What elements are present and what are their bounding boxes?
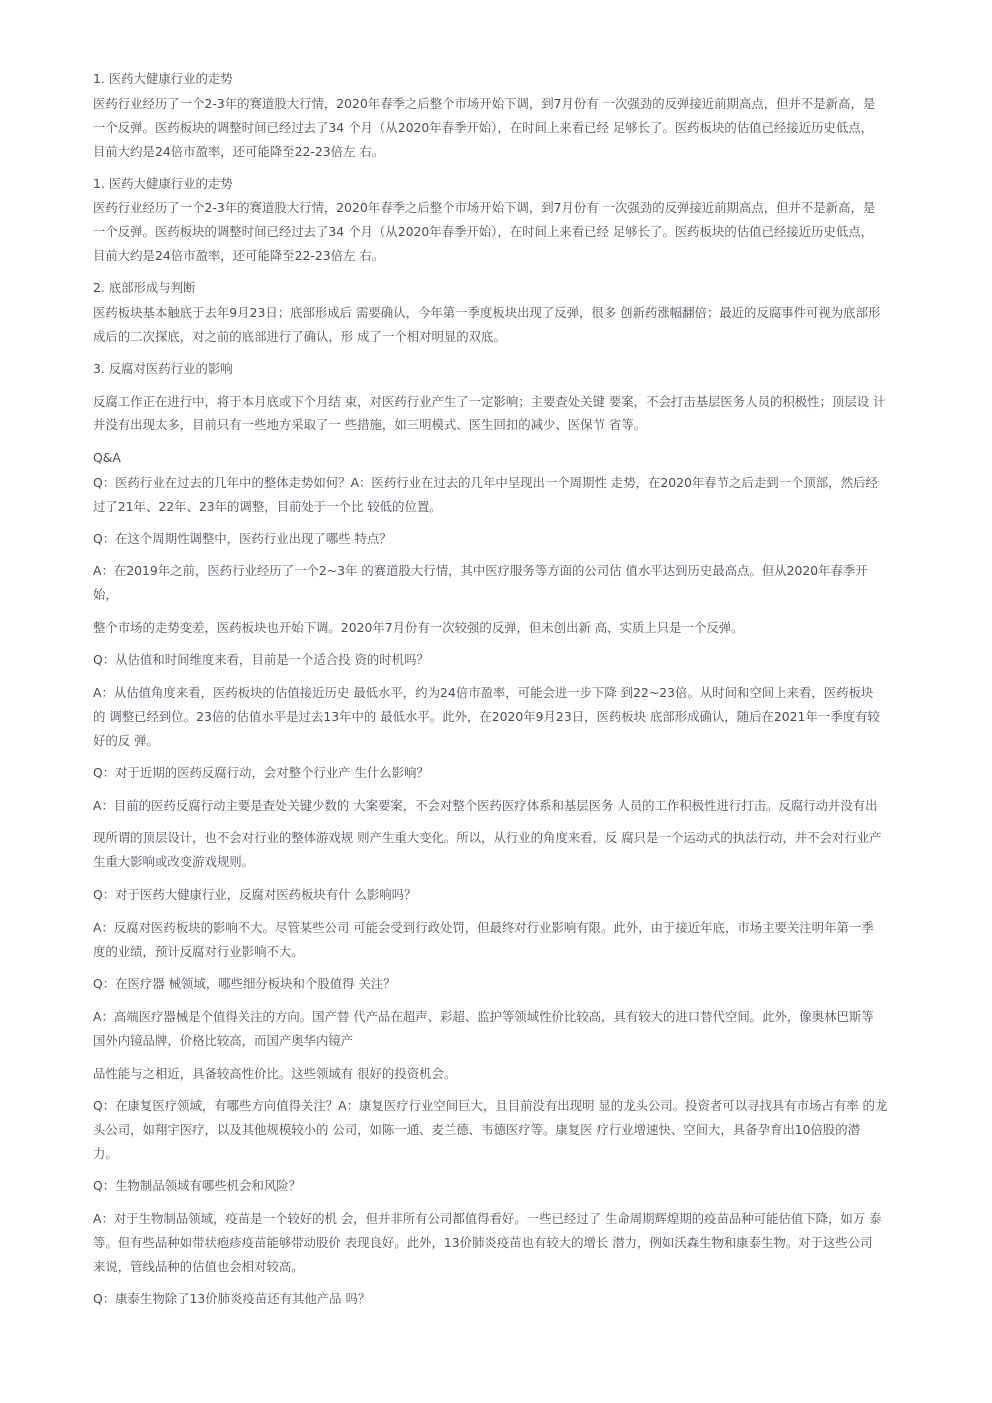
text-line: A：目前的医药反腐行动主要是查处关键少数的 大案要案，不会对整个医药医疗体系和基层医务 人员的工作积极性进行打击。反腐行动并没有出 <box>93 798 878 813</box>
text-line: 目前大约是24倍市盈率，还可能降至22-23倍左 右。 <box>93 144 385 159</box>
text-line: 一个反弹。医药板块的调整时间已经过去了34 个月（从2020年春季开始），在时间上来看已经 足够长了。医药板块的估值已经接近历史低点， <box>93 224 874 239</box>
text-line: 好的反 弹。 <box>93 733 159 748</box>
text-line: 反腐工作正在进行中，将于本月底或下个月结 束，对医药行业产生了一定影响；主要查处关键 要案，不会打击基层医务人员的积极性；顶层设 计 <box>93 394 886 409</box>
text-line: Q：医药行业在过去的几年中的整体走势如何？A：医药行业在过去的几年中呈现出一个周期性 走势，在2020年春节之后走到一个顶部，然后经 <box>93 475 878 490</box>
text-line: A：在2019年之前，医药行业经历了一个2~3年 的赛道股大行情，其中医疗服务等方面的公司估 值水平达到历史最高点。但从2020年春季开 <box>93 563 868 578</box>
text-line: A：从估值角度来看，医药板块的估值接近历史 最低水平，约为24倍市盈率，可能会进一步下降 到22~23倍。从时间和空间上来看，医药板块 <box>93 685 874 700</box>
text-line: 医药板块基本触底于去年9月23日；底部形成后 需要确认，今年第一季度板块出现了反弹，很多 创新药涨幅翻倍；最近的反腐事件可视为底部形 <box>93 305 881 320</box>
text-line: 力。 <box>93 1146 118 1161</box>
text-line: 医药行业经历了一个2-3年的赛道股大行情，2020年春季之后整个市场开始下调，到7月份有 一次强劲的反弹接近前期高点，但并不是新高，是 <box>93 200 876 215</box>
text-line: 品性能与之相近，具备较高性价比。这些领域有 很好的投资机会。 <box>93 1066 457 1081</box>
text-line: 头公司，如翔宇医疗，以及其他规模较小的 公司，如陈一通、麦兰德、韦德医疗等。康复医 疗行业增速快、空间大，具备孕育出10倍股的潜 <box>93 1122 861 1137</box>
text-line: 目前大约是24倍市盈率，还可能降至22-23倍左 右。 <box>93 248 385 263</box>
text-line: Q：在医疗器 械领域，哪些细分板块和个股值得 关注？ <box>93 976 396 991</box>
text-line: Q：从估值和时间维度来看，目前是一个适合投 资的时机吗？ <box>93 652 429 667</box>
text-line: 国外内镜品牌，价格比较高，而国产奥华内镜产 <box>93 1033 354 1048</box>
text-line: Q：在康复医疗领域，有哪些方向值得关注？A：康复医疗行业空间巨大，且目前没有出现明 显的龙头公司。投资者可以寻找具有市场占有率 的龙 <box>93 1098 888 1113</box>
text-line: 整个市场的走势变差，医药板块也开始下调。2020年7月份有一次较强的反弹，但未创出新 高，实质上只是一个反弹。 <box>93 620 744 635</box>
text-line: 来说，管线品种的估值也会相对较高。 <box>93 1259 304 1274</box>
text-line: A：反腐对医药板块的影响不大。尽管某些公司 可能会受到行政处罚，但最终对行业影响有限。此外，由于接近年底，市场主要关注明年第一季 <box>93 920 874 935</box>
text-line: A：对于生物制品领域，疫苗是一个较好的机 会，但并非所有公司都值得看好。一些已经过了 生命周期辉煌期的疫苗品种可能估值下降，如万 泰 <box>93 1211 882 1226</box>
text-line: 生重大影响或改变游戏规则。 <box>93 854 255 869</box>
text-line: A：高端医疗器械是个值得关注的方向。国产替 代产品在超声、彩超、监护等领域性价比较高，具有较大的进口替代空间。此外，像奥林巴斯等 <box>93 1009 874 1024</box>
text-line: Q：对于近期的医药反腐行动，会对整个行业产 生什么影响？ <box>93 765 429 780</box>
text-line: 等。但有些品种如带状疱疹疫苗能够带动股价 表现良好。此外，13价肺炎疫苗也有较大的增长 潜力，例如沃森生物和康泰生物。对于这些公司 <box>93 1235 873 1250</box>
text-line: 2. 底部形成与判断 <box>93 280 196 295</box>
text-line: Q：在这个周期性调整中，医药行业出现了哪些 特点？ <box>93 531 392 546</box>
text-line: 医药行业经历了一个2-3年的赛道股大行情，2020年春季之后整个市场开始下调，到7月份有 一次强劲的反弹接近前期高点，但并不是新高，是 <box>93 96 876 111</box>
text-line: 现所谓的顶层设计，也不会对行业的整体游戏规 则产生重大变化。所以，从行业的角度来看，反 腐只是一个运动式的执法行动，并不会对行业产 <box>93 830 882 845</box>
text-line: 一个反弹。医药板块的调整时间已经过去了34 个月（从2020年春季开始），在时间上来看已经 足够长了。医药板块的估值已经接近历史低点， <box>93 120 874 135</box>
text-line: 3. 反腐对医药行业的影响 <box>93 361 233 376</box>
text-line: Q：生物制品领域有哪些机会和风险？ <box>93 1178 302 1193</box>
text-line: 始， <box>93 587 118 602</box>
text-line: 过了21年、22年、23年的调整，目前处于一个比 较低的位置。 <box>93 499 442 514</box>
text-line: 并没有出现太多，目前只有一些地方采取了一 些措施，如三明模式、医生回扣的减少、医保节 省等。 <box>93 417 647 432</box>
text-line: 的 调整已经到位。23倍的估值水平是过去13年中的 最低水平。此外，在2020年9月23日，医药板块 底部形成确认，随后在2021年一季度有较 <box>93 709 880 724</box>
text-line: 1. 医药大健康行业的走势 <box>93 176 233 191</box>
text-line: 度的业绩，预计反腐对行业影响不大。 <box>93 944 304 959</box>
text-line: Q：对于医药大健康行业，反腐对医药板块有什 么影响吗？ <box>93 887 417 902</box>
text-line: 成后的二次探底，对之前的底部进行了确认，形 成了一个相对明显的双底。 <box>93 329 506 344</box>
text-line: Q：康泰生物除了13价肺炎疫苗还有其他产品 吗？ <box>93 1291 371 1306</box>
text-line: Q&A <box>93 450 121 465</box>
text-line: 1. 医药大健康行业的走势 <box>93 71 233 86</box>
